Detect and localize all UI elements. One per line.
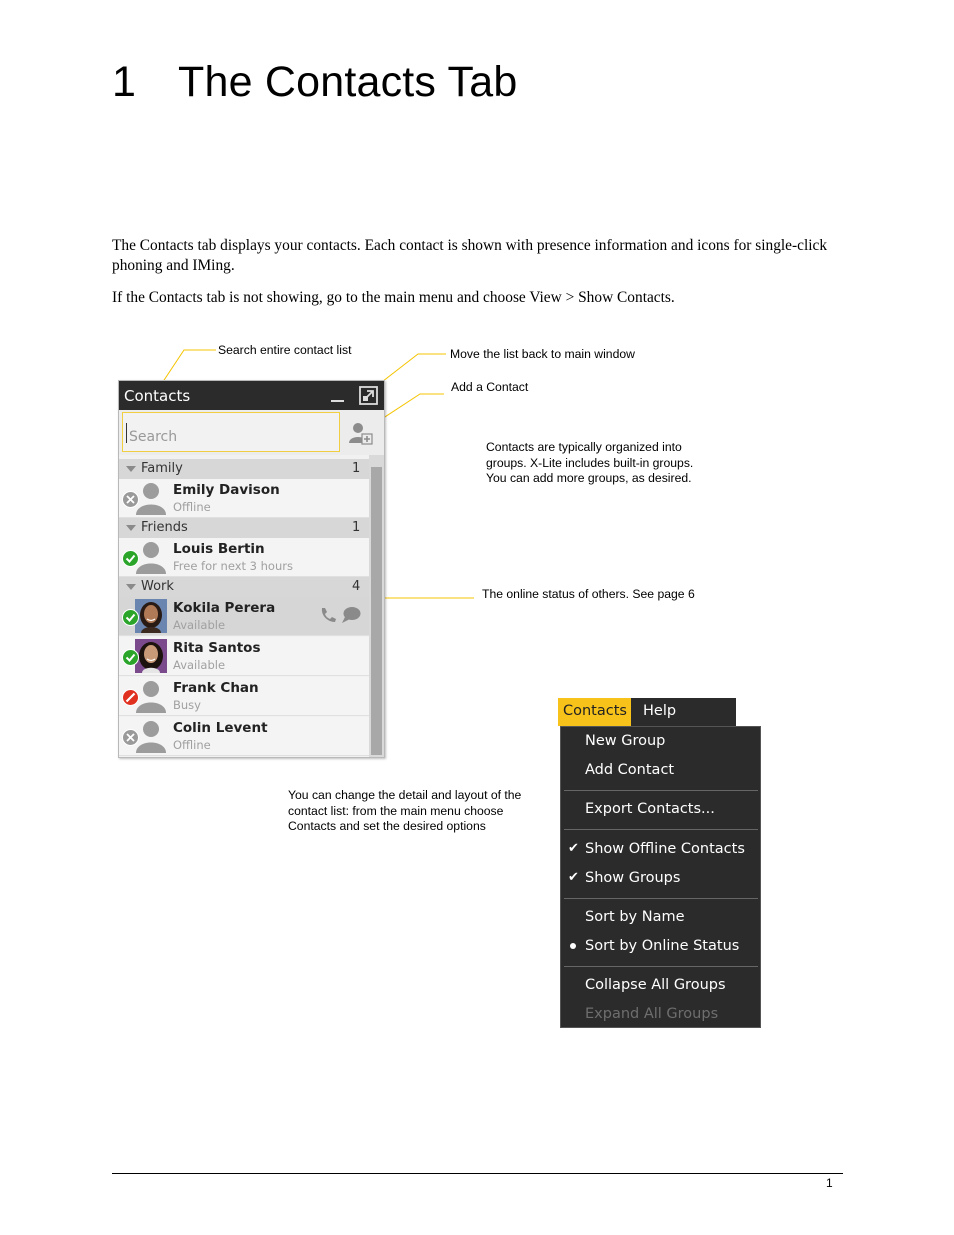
group-name: Family [141,461,183,476]
callout-groups [486,440,693,487]
callout-groups-line: Contacts are typically organized into [486,440,682,454]
menu-separator [564,790,758,791]
checkmark-icon: ✔ [568,870,579,885]
menu-item-collapse-all[interactable]: Collapse All Groups [585,977,726,993]
contact-row[interactable] [119,677,369,716]
contact-status: Offline [173,738,211,752]
busy-status-icon [122,689,139,706]
default-avatar-icon [135,540,167,574]
show-contacts-paragraph: If the Contacts tab is not showing, go to the main menu and choose View > Show Contacts. [112,289,675,306]
popout-icon[interactable] [358,385,379,406]
available-status-icon [122,649,139,666]
contact-status: Busy [173,698,201,712]
chevron-down-icon [126,525,136,531]
menu-contacts[interactable]: Contacts [558,698,631,726]
menu-help[interactable]: Help [643,703,677,719]
contact-photo [135,639,167,673]
callout-detail-line: Contacts and set the desired options [288,819,486,833]
menu-item-add-contact[interactable]: Add Contact [585,762,675,778]
group-header-family[interactable] [119,459,369,479]
default-avatar-icon [135,719,167,753]
contacts-titlebar [119,381,384,410]
menu-item-new-group[interactable]: New Group [585,733,666,749]
callout-add-contact: Add a Contact [451,380,529,394]
contact-row[interactable] [119,538,369,577]
group-count: 4 [352,579,361,594]
group-name: Friends [141,520,188,535]
group-header-friends[interactable] [119,518,369,538]
phone-icon[interactable] [319,606,337,624]
menu-item-sort-by-name[interactable]: Sort by Name [585,909,685,925]
contacts-window [118,380,385,758]
group-count: 1 [352,461,361,476]
offline-status-icon [122,729,139,746]
callout-groups-line: You can add more groups, as desired. [486,471,692,485]
callout-detail-layout [288,788,521,835]
contacts-window-title: Contacts [124,387,191,405]
checkmark-icon: ✔ [568,841,579,856]
radio-dot-icon [570,943,576,949]
minimize-icon[interactable] [331,390,344,402]
contact-list-scrollbar[interactable] [369,455,384,757]
contact-name: Louis Bertin [173,541,265,557]
contact-status: Available [173,658,226,672]
chevron-down-icon [126,584,136,590]
offline-status-icon [122,491,139,508]
contact-status: Available [173,618,226,632]
contact-status: Offline [173,500,211,514]
contact-list [119,455,369,757]
callout-online-status: The online status of others. See page 6 [482,587,695,601]
contacts-search-bar [119,410,384,455]
menu-bar [558,698,736,726]
menu-separator [564,898,758,899]
menu-item-show-offline[interactable]: Show Offline Contacts [585,841,745,857]
menu-item-expand-all: Expand All Groups [585,1006,719,1022]
default-avatar-icon [135,481,167,515]
contacts-menu-dropdown [560,726,761,1028]
menu-separator [564,829,758,830]
menu-item-export-contacts[interactable]: Export Contacts... [585,801,715,817]
contact-status: Free for next 3 hours [173,559,293,573]
chat-icon[interactable] [341,606,361,624]
callout-detail-line: You can change the detail and layout of the [288,788,522,802]
callout-groups-line: groups. X-Lite includes built-in groups. [486,455,694,470]
scrollbar-thumb[interactable] [371,467,382,755]
callout-detail-line: contact list: from the main menu choose [288,803,504,818]
menu-item-sort-by-status[interactable]: Sort by Online Status [585,938,740,954]
available-status-icon [122,550,139,567]
contact-name: Rita Santos [173,640,261,656]
text-caret [126,423,127,443]
contact-row[interactable] [119,597,369,636]
contact-row[interactable] [119,637,369,676]
contact-name: Frank Chan [173,680,259,696]
menu-separator [564,966,758,967]
search-input[interactable] [122,412,340,452]
available-status-icon [122,609,139,626]
group-name: Work [141,579,174,594]
callout-search: Search entire contact list [218,343,352,357]
group-header-work[interactable] [119,577,369,597]
menu-item-show-groups[interactable]: Show Groups [585,870,681,886]
default-avatar-icon [135,679,167,713]
contact-name: Colin Levent [173,720,268,736]
group-count: 1 [352,520,361,535]
chapter-title: The Contacts Tab [178,58,518,106]
chapter-number: 1 [112,58,137,106]
contact-row[interactable] [119,479,369,518]
page-number: 1 [826,1176,833,1190]
add-contact-icon[interactable] [348,421,374,445]
contact-name: Emily Davison [173,482,280,498]
intro-paragraph: The Contacts tab displays your contacts. Each contact is shown with presence information and icons for single-click phoning and IMing. [112,237,828,274]
contact-row[interactable] [119,717,369,756]
contact-name: Kokila Perera [173,600,276,616]
chevron-down-icon [126,466,136,472]
contact-photo [135,599,167,633]
footer-rule [112,1173,843,1174]
callout-move-back: Move the list back to main window [450,347,635,361]
